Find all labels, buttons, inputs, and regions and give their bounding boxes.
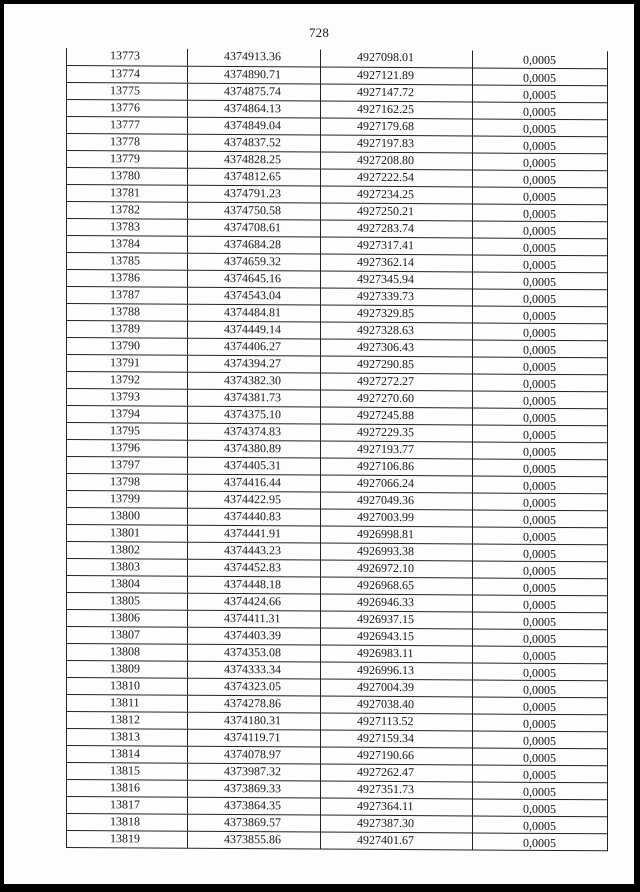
table-row [67, 694, 607, 714]
x-coordinate-cell: 4374119.71 [187, 730, 320, 747]
point-number-cell: 13818 [110, 814, 140, 829]
y-coordinate-cell: 4927121.89 [320, 68, 472, 85]
table-row [67, 405, 607, 425]
table-row [67, 575, 607, 595]
x-coordinate-cell: 4373855.86 [187, 832, 320, 849]
y-coordinate-cell: 4927387.30 [320, 816, 472, 833]
table-row [67, 269, 607, 289]
tolerance-cell: 0,0005 [472, 493, 605, 510]
point-number-cell: 13817 [110, 797, 140, 812]
table-row [67, 252, 607, 272]
y-coordinate-cell: 4927283.74 [320, 221, 472, 238]
table-row [67, 779, 607, 799]
y-coordinate-cell: 4927328.63 [320, 323, 472, 340]
x-coordinate-cell: 4374443.23 [187, 543, 320, 560]
tolerance-cell: 0,0005 [472, 646, 605, 663]
point-number-cell: 13798 [110, 474, 140, 489]
table-row [67, 218, 607, 238]
table-row [67, 660, 607, 680]
y-coordinate-cell: 4927364.11 [320, 799, 472, 816]
tolerance-cell: 0,0005 [472, 340, 605, 357]
table-row [67, 320, 607, 340]
y-coordinate-cell: 4927147.72 [320, 85, 472, 102]
table-row [67, 643, 607, 663]
point-number-cell: 13788 [110, 304, 140, 319]
tolerance-cell: 0,0005 [472, 306, 605, 323]
x-coordinate-cell: 4374645.16 [187, 271, 320, 288]
tolerance-cell: 0,0005 [472, 510, 605, 527]
tolerance-cell: 0,0005 [472, 833, 605, 850]
page-number: 728 [308, 25, 330, 40]
y-coordinate-cell: 4926943.15 [320, 629, 472, 646]
point-number-cell: 13776 [110, 100, 140, 115]
y-coordinate-cell: 4926983.11 [320, 646, 472, 663]
tolerance-cell: 0,0005 [472, 476, 605, 493]
point-number-cell: 13784 [110, 236, 140, 251]
tolerance-cell: 0,0005 [472, 238, 605, 255]
point-number-cell: 13781 [110, 185, 140, 200]
point-number-cell: 13807 [110, 627, 140, 642]
table-row [67, 490, 607, 510]
tolerance-cell: 0,0005 [472, 442, 605, 459]
y-coordinate-cell: 4927317.41 [320, 238, 472, 255]
table-row [67, 830, 607, 850]
point-number-cell: 13790 [110, 338, 140, 353]
x-coordinate-cell: 4374875.74 [187, 84, 320, 101]
point-number-cell: 13796 [110, 440, 140, 455]
table-row [67, 813, 607, 833]
table-row [67, 473, 607, 493]
point-number-cell: 13795 [110, 423, 140, 438]
tolerance-cell: 0,0005 [472, 323, 605, 340]
tolerance-cell: 0,0005 [472, 255, 605, 272]
x-coordinate-cell: 4374449.14 [187, 322, 320, 339]
table-row [67, 167, 607, 187]
x-coordinate-cell: 4374684.28 [187, 237, 320, 254]
x-coordinate-cell: 4374380.89 [187, 441, 320, 458]
tolerance-cell: 0,0005 [472, 68, 605, 85]
tolerance-cell: 0,0005 [472, 561, 605, 578]
tolerance-cell: 0,0005 [472, 731, 605, 748]
x-coordinate-cell: 4374333.34 [187, 662, 320, 679]
x-coordinate-cell: 4374849.04 [187, 118, 320, 135]
y-coordinate-cell: 4927098.01 [320, 50, 472, 68]
table-row [67, 371, 607, 391]
point-number-cell: 13813 [110, 729, 140, 744]
x-coordinate-cell: 4374375.10 [187, 407, 320, 424]
x-coordinate-cell: 4374416.44 [187, 475, 320, 492]
x-coordinate-cell: 4374278.86 [187, 696, 320, 713]
point-number-cell: 13801 [110, 525, 140, 540]
table-row [67, 201, 607, 221]
table-row [67, 354, 607, 374]
table-row [67, 626, 607, 646]
point-number-cell: 13783 [110, 219, 140, 234]
y-coordinate-cell: 4927208.80 [320, 153, 472, 170]
tolerance-cell: 0,0005 [472, 680, 605, 697]
tolerance-cell: 0,0005 [472, 136, 605, 153]
tolerance-cell: 0,0005 [472, 221, 605, 238]
y-coordinate-cell: 4926993.38 [320, 544, 472, 561]
table-row [67, 337, 607, 357]
table-row [67, 184, 607, 204]
y-coordinate-cell: 4926972.10 [320, 561, 472, 578]
point-number-cell: 13808 [110, 644, 140, 659]
point-number-cell: 13802 [110, 542, 140, 557]
x-coordinate-cell: 4374750.58 [187, 203, 320, 220]
tolerance-cell: 0,0005 [472, 459, 605, 476]
x-coordinate-cell: 4374440.83 [187, 509, 320, 526]
tolerance-cell: 0,0005 [472, 663, 605, 680]
point-number-cell: 13805 [110, 593, 140, 608]
x-coordinate-cell: 4374441.91 [187, 526, 320, 543]
tolerance-cell: 0,0005 [472, 187, 605, 204]
table-row [67, 422, 607, 442]
y-coordinate-cell: 4927106.86 [320, 459, 472, 476]
point-number-cell: 13804 [110, 576, 140, 591]
tolerance-cell: 0,0005 [472, 527, 605, 544]
y-coordinate-cell: 4927190.66 [320, 748, 472, 765]
tolerance-cell: 0,0005 [472, 629, 605, 646]
point-number-cell: 13816 [110, 780, 140, 795]
tolerance-cell: 0,0005 [472, 612, 605, 629]
x-coordinate-cell: 4374448.18 [187, 577, 320, 594]
y-coordinate-cell: 4927362.14 [320, 255, 472, 272]
y-coordinate-cell: 4927229.35 [320, 425, 472, 442]
table-row [67, 558, 607, 578]
tolerance-cell: 0,0005 [472, 102, 605, 119]
x-coordinate-cell: 4374405.31 [187, 458, 320, 475]
point-number-cell: 13803 [110, 559, 140, 574]
tolerance-cell: 0,0005 [472, 425, 605, 442]
tolerance-cell: 0,0005 [472, 50, 605, 68]
x-coordinate-cell: 4374864.13 [187, 101, 320, 118]
point-number-cell: 13775 [110, 83, 140, 98]
y-coordinate-cell: 4927401.67 [320, 833, 472, 850]
x-coordinate-cell: 4374180.31 [187, 713, 320, 730]
y-coordinate-cell: 4927222.54 [320, 170, 472, 187]
y-coordinate-cell: 4927329.85 [320, 306, 472, 323]
point-number-cell: 13815 [110, 763, 140, 778]
x-coordinate-cell: 4374403.39 [187, 628, 320, 645]
y-coordinate-cell: 4927345.94 [320, 272, 472, 289]
tolerance-cell: 0,0005 [472, 408, 605, 425]
x-coordinate-cell: 4374406.27 [187, 339, 320, 356]
point-number-cell: 13791 [110, 355, 140, 370]
point-number-cell: 13794 [110, 406, 140, 421]
tolerance-cell: 0,0005 [472, 697, 605, 714]
tolerance-cell: 0,0005 [472, 85, 605, 102]
point-number-cell: 13785 [110, 253, 140, 268]
table-row [67, 286, 607, 306]
y-coordinate-cell: 4927245.88 [320, 408, 472, 425]
y-coordinate-cell: 4927179.68 [320, 119, 472, 136]
table-row [67, 65, 607, 85]
y-coordinate-cell: 4927038.40 [320, 697, 472, 714]
y-coordinate-cell: 4927113.52 [320, 714, 472, 731]
tolerance-cell: 0,0005 [472, 816, 605, 833]
x-coordinate-cell: 4374812.65 [187, 169, 320, 186]
y-coordinate-cell: 4927193.77 [320, 442, 472, 459]
tolerance-cell: 0,0005 [472, 170, 605, 187]
x-coordinate-cell: 4374708.61 [187, 220, 320, 237]
tolerance-cell: 0,0005 [472, 391, 605, 408]
point-number-cell: 13782 [110, 202, 140, 217]
tolerance-cell: 0,0005 [472, 799, 605, 816]
point-number-cell: 13806 [110, 610, 140, 625]
point-number-cell: 13793 [110, 389, 140, 404]
table-row [67, 609, 607, 629]
tolerance-cell: 0,0005 [472, 544, 605, 561]
y-coordinate-cell: 4927197.83 [320, 136, 472, 153]
y-coordinate-cell: 4927351.73 [320, 782, 472, 799]
point-number-cell: 13778 [110, 134, 140, 149]
point-number-cell: 13780 [110, 168, 140, 183]
x-coordinate-cell: 4374381.73 [187, 390, 320, 407]
y-coordinate-cell: 4926968.65 [320, 578, 472, 595]
y-coordinate-cell: 4926998.81 [320, 527, 472, 544]
x-coordinate-cell: 4374484.81 [187, 305, 320, 322]
coordinates-table [66, 48, 608, 851]
point-number-cell: 13774 [110, 66, 140, 81]
y-coordinate-cell: 4927272.27 [320, 374, 472, 391]
table-row [67, 116, 607, 136]
x-coordinate-cell: 4374424.66 [187, 594, 320, 611]
point-number-cell: 13777 [110, 117, 140, 132]
tolerance-cell: 0,0005 [472, 714, 605, 731]
y-coordinate-cell: 4927339.73 [320, 289, 472, 306]
x-coordinate-cell: 4373987.32 [187, 764, 320, 781]
tolerance-cell: 0,0005 [472, 357, 605, 374]
point-number-cell: 13814 [110, 746, 140, 761]
tolerance-cell: 0,0005 [472, 204, 605, 221]
table-row [67, 796, 607, 816]
point-number-cell: 13779 [110, 151, 140, 166]
y-coordinate-cell: 4927003.99 [320, 510, 472, 527]
x-coordinate-cell: 4373869.33 [187, 781, 320, 798]
tolerance-cell: 0,0005 [472, 272, 605, 289]
y-coordinate-cell: 4926937.15 [320, 612, 472, 629]
table-row [67, 439, 607, 459]
table-row [67, 592, 607, 612]
table-row [67, 133, 607, 153]
point-number-cell: 13810 [110, 678, 140, 693]
x-coordinate-cell: 4373869.57 [187, 815, 320, 832]
point-number-cell: 13800 [110, 508, 140, 523]
y-coordinate-cell: 4927306.43 [320, 340, 472, 357]
table-row [67, 456, 607, 476]
x-coordinate-cell: 4374078.97 [187, 747, 320, 764]
point-number-cell: 13812 [110, 712, 140, 727]
tolerance-cell: 0,0005 [472, 765, 605, 782]
point-number-cell: 13773 [110, 48, 140, 63]
x-coordinate-cell: 4374411.31 [187, 611, 320, 628]
x-coordinate-cell: 4373864.35 [187, 798, 320, 815]
point-number-cell: 13797 [110, 457, 140, 472]
tolerance-cell: 0,0005 [472, 119, 605, 136]
y-coordinate-cell: 4926996.13 [320, 663, 472, 680]
x-coordinate-cell: 4374837.52 [187, 135, 320, 152]
table-row [67, 303, 607, 323]
x-coordinate-cell: 4374890.71 [187, 67, 320, 84]
point-number-cell: 13811 [110, 695, 140, 710]
tolerance-cell: 0,0005 [472, 595, 605, 612]
y-coordinate-cell: 4927270.60 [320, 391, 472, 408]
y-coordinate-cell: 4927066.24 [320, 476, 472, 493]
table-row [67, 711, 607, 731]
x-coordinate-cell: 4374659.32 [187, 254, 320, 271]
y-coordinate-cell: 4927049.36 [320, 493, 472, 510]
x-coordinate-cell: 4374382.30 [187, 373, 320, 390]
table-row [67, 541, 607, 561]
table-row [67, 745, 607, 765]
y-coordinate-cell: 4927159.34 [320, 731, 472, 748]
tolerance-cell: 0,0005 [472, 578, 605, 595]
table-row [67, 728, 607, 748]
point-number-cell: 13789 [110, 321, 140, 336]
y-coordinate-cell: 4927290.85 [320, 357, 472, 374]
tolerance-cell: 0,0005 [472, 374, 605, 391]
tolerance-cell: 0,0005 [472, 153, 605, 170]
y-coordinate-cell: 4927234.25 [320, 187, 472, 204]
table-row [67, 82, 607, 102]
table-row [67, 524, 607, 544]
x-coordinate-cell: 4374913.36 [187, 49, 320, 67]
table-row [67, 235, 607, 255]
tolerance-cell: 0,0005 [472, 289, 605, 306]
table-row [67, 150, 607, 170]
point-number-cell: 13819 [110, 831, 140, 846]
x-coordinate-cell: 4374452.83 [187, 560, 320, 577]
point-number-cell: 13792 [110, 372, 140, 387]
point-number-cell: 13809 [110, 661, 140, 676]
y-coordinate-cell: 4927004.39 [320, 680, 472, 697]
table-row [67, 507, 607, 527]
table-row [67, 677, 607, 697]
document-page [4, 4, 634, 884]
point-number-cell: 13786 [110, 270, 140, 285]
y-coordinate-cell: 4927262.47 [320, 765, 472, 782]
x-coordinate-cell: 4374353.08 [187, 645, 320, 662]
x-coordinate-cell: 4374791.23 [187, 186, 320, 203]
table-row [67, 388, 607, 408]
x-coordinate-cell: 4374323.05 [187, 679, 320, 696]
table-row [67, 762, 607, 782]
tolerance-cell: 0,0005 [472, 748, 605, 765]
tolerance-cell: 0,0005 [472, 782, 605, 799]
y-coordinate-cell: 4927250.21 [320, 204, 472, 221]
table-row [67, 99, 607, 119]
point-number-cell: 13799 [110, 491, 140, 506]
y-coordinate-cell: 4926946.33 [320, 595, 472, 612]
x-coordinate-cell: 4374422.95 [187, 492, 320, 509]
point-number-cell: 13787 [110, 287, 140, 302]
x-coordinate-cell: 4374394.27 [187, 356, 320, 373]
x-coordinate-cell: 4374828.25 [187, 152, 320, 169]
table-row [67, 48, 607, 68]
y-coordinate-cell: 4927162.25 [320, 102, 472, 119]
x-coordinate-cell: 4374374.83 [187, 424, 320, 441]
x-coordinate-cell: 4374543.04 [187, 288, 320, 305]
